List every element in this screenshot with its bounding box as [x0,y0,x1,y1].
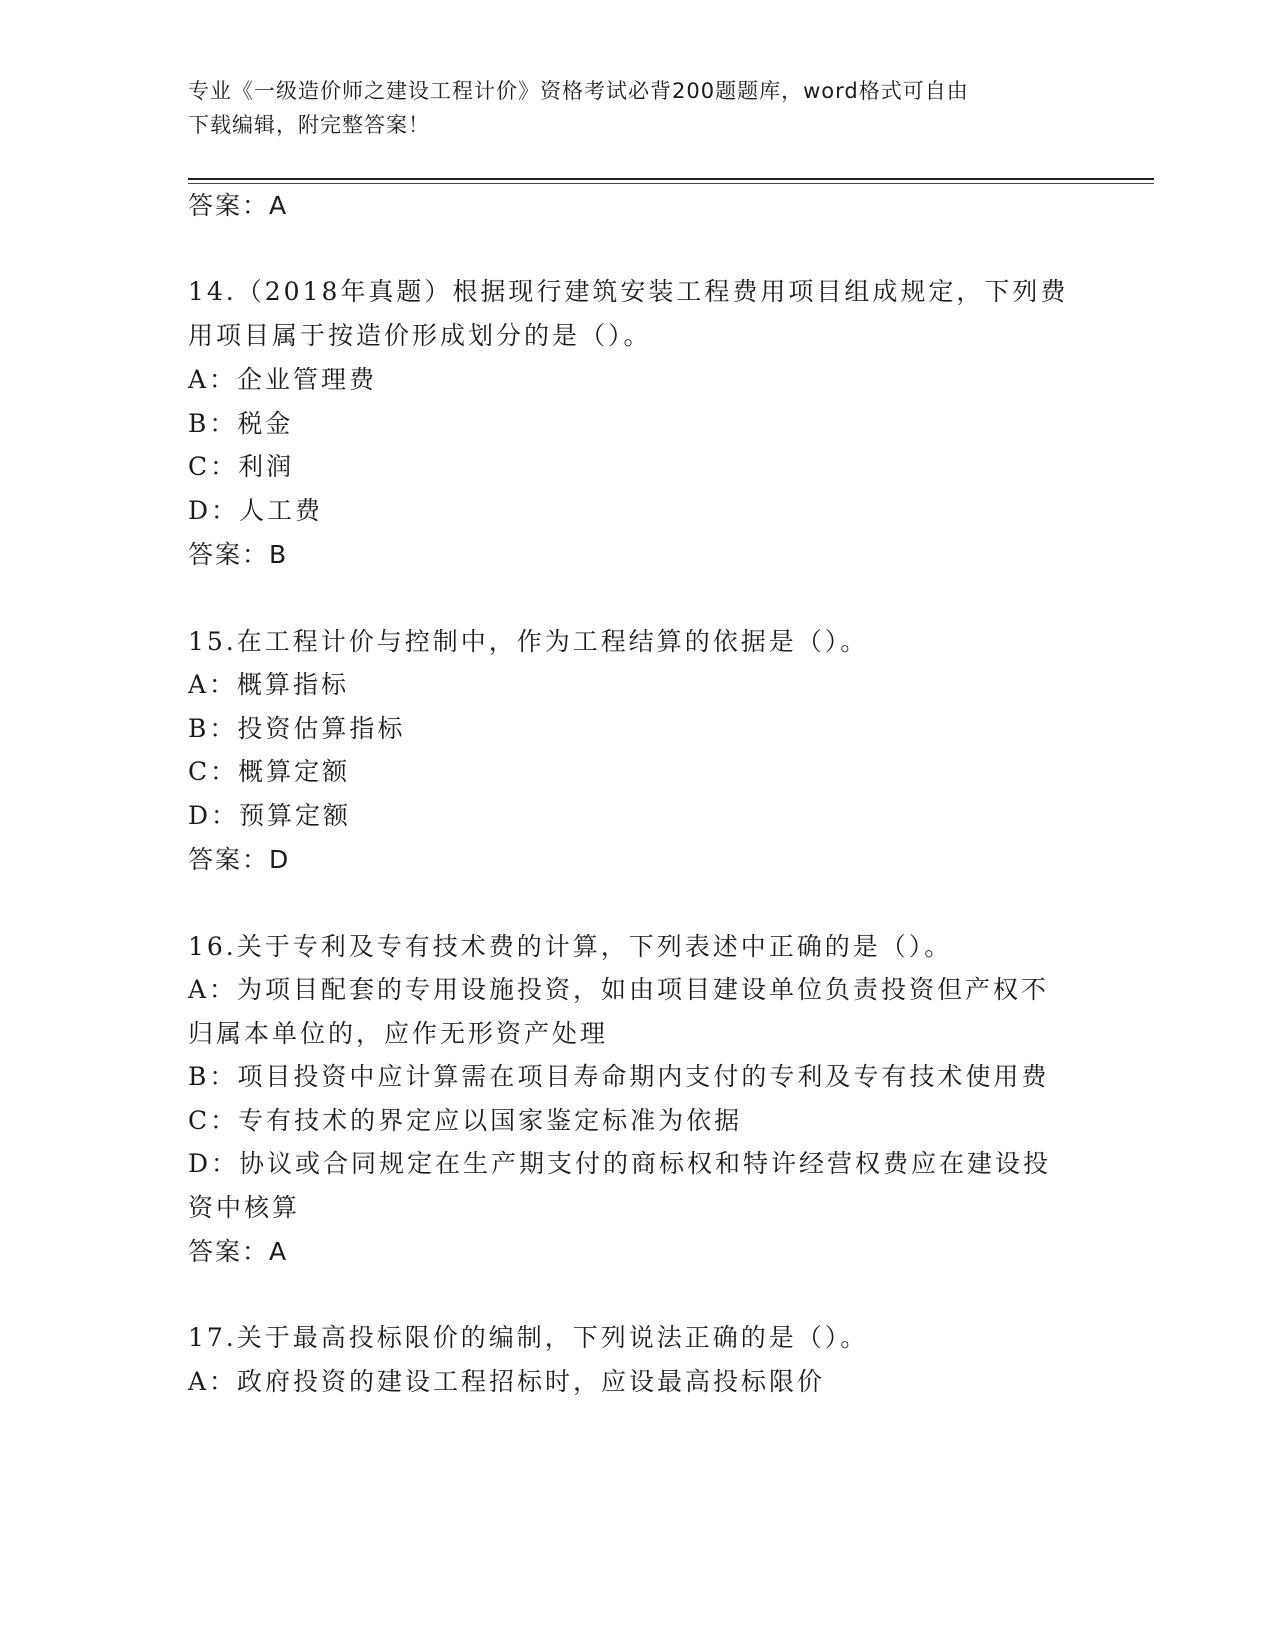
question-15-option-b: B：投资估算指标 [188,714,406,743]
header-divider-thin [188,183,1154,184]
question-16-option-a-line-1: A：为项目配套的专用设施投资，如由项目建设单位负责投资但产权不 [188,975,1050,1004]
question-17-stem: 17.关于最高投标限价的编制，下列说法正确的是（）。 [188,1323,869,1352]
question-16-option-d-line-1: D：协议或合同规定在生产期支付的商标权和特许经营权费应在建设投 [188,1149,1052,1178]
question-16-option-b: B：项目投资中应计算需在项目寿命期内支付的专利及专有技术使用费 [188,1062,1050,1091]
question-16-option-d-line-2: 资中核算 [188,1193,301,1222]
question-14-option-a: A：企业管理费 [188,365,378,394]
question-14-stem-line-1: 14.（2018年真题）根据现行建筑安装工程费用项目组成规定，下列费 [188,277,1069,306]
question-15-option-d: D：预算定额 [188,801,352,830]
document-header [188,74,1088,142]
question-14-option-c: C：利润 [188,452,295,481]
header-line-1: 专业《一级造价师之建设工程计价》资格考试必背200题题库，word格式可自由 [188,79,969,103]
question-16-answer: 答案：A [188,1237,289,1266]
question-16-option-a-line-2: 归属本单位的，应作无形资产处理 [188,1019,609,1048]
question-14-stem-line-2: 用项目属于按造价形成划分的是（）。 [188,321,652,350]
question-14-answer: 答案：B [188,540,289,569]
question-17-option-a: A：政府投资的建设工程招标时，应设最高投标限价 [188,1367,826,1396]
question-16-option-c: C：专有技术的界定应以国家鉴定标准为依据 [188,1106,743,1135]
answer-13: 答案：A [188,191,289,220]
question-15-option-c: C：概算定额 [188,757,351,786]
question-16-stem: 16.关于专利及专有技术费的计算，下列表述中正确的是（）。 [188,932,953,961]
question-14-option-b: B：税金 [188,409,294,438]
question-15-answer: 答案：D [188,845,291,874]
question-15-stem: 15.在工程计价与控制中，作为工程结算的依据是（）。 [188,627,869,656]
question-15-option-a: A：概算指标 [188,670,350,699]
header-divider-thick [188,178,1154,180]
header-line-2: 下载编辑，附完整答案！ [188,113,430,137]
question-14-option-d: D：人工费 [188,496,324,525]
